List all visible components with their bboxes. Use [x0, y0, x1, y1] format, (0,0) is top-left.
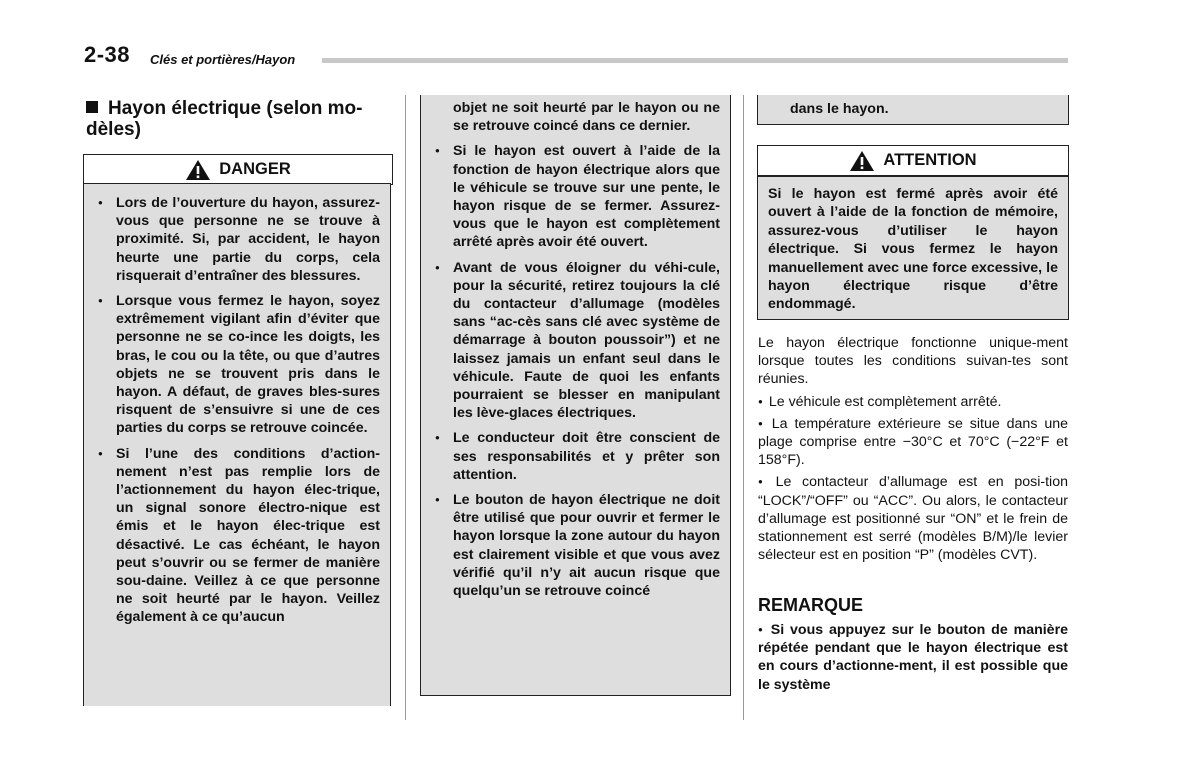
- column-divider: [743, 95, 744, 720]
- warning-triangle-icon: [849, 150, 875, 172]
- attention-text: Si le hayon est fermé après avoir été ouvert à l’aide de la fonction de mémoire, assurez-vous d’utiliser le hayon électrique. Si vous fermez le hayon manuellement avec une force excessive, le hayon électrique risque d’être endommagé.: [768, 186, 1058, 313]
- condition-item: ● Le véhicule est complètement arrêté.: [758, 393, 1002, 410]
- danger-item: ● Le bouton de hayon électrique ne doit être utilisé que pour ouvrir et fermer le hayon lorsque la zone autour du hayon est clairement visible et que vous avez vérifié qu’il n’y ait aucun risque que quelqu’un se retrouve coincé: [431, 491, 720, 600]
- danger-box-col1: [83, 183, 391, 706]
- danger-box-col3: [757, 95, 1069, 125]
- danger-item: ● Avant de vous éloigner du véhi-cule, pour la sécurité, retirez toujours la clé du contacteur d’allumage (modèles sans “ac-cès sans clé avec système de démarrage à bouton poussoir”) et ne laissez jamais un enfant seul dans le véhicule. Faute de quoi les enfants pourraient se blesser en manipulant les lève-glaces électriques.: [431, 259, 720, 423]
- danger-box-col2: [420, 95, 731, 696]
- condition-item: ● La température extérieure se situe dans une plage comprise entre −30°C et 70°C (−22°F et 158°F).: [758, 415, 1068, 469]
- danger-item: ● Si l’une des conditions d’action-nement n’est pas remplie lors de l’actionnement du hayon élec-trique, un signal sonore électro-nique est émis et le hayon élec-trique est désactivé. Le cas échéant, le hayon peut s’ouvrir ou se fermer de manière sou-daine. Veillez à ce que personne ne soit heurté par le hayon. Veillez également à ce qu’aucun: [94, 445, 380, 627]
- bullet-icon: ●: [758, 477, 770, 487]
- danger-item: ● Lors de l’ouverture du hayon, assurez-vous que personne ne se trouve à proximité. Si, par accident, le hayon heurte une partie du corps, cela risquerait d’entraîner des blessures.: [94, 194, 380, 285]
- section-header: Clés et portières/Hayon: [150, 52, 296, 67]
- body-intro: Le hayon électrique fonctionne unique-ment lorsque toutes les conditions suivan-tes sont réunies.: [758, 335, 1068, 388]
- attention-header: [757, 145, 1069, 176]
- warning-triangle-icon: [185, 159, 211, 181]
- condition-item: ● Le contacteur d’allumage est en posi-tion “LOCK”/“OFF” ou “ACC”. Ou alors, le contacteur d’allumage est positionné sur “ON” et le frein de stationnement est serré (modèles B/M)/le levier sélecteur est en position “P” (modèles CVT).: [758, 474, 1068, 564]
- square-bullet-icon: [86, 101, 98, 113]
- remarque-title: REMARQUE: [758, 595, 864, 615]
- danger-label: DANGER: [219, 160, 291, 178]
- danger-item: ● Si le hayon est ouvert à l’aide de la fonction de hayon électrique alors que le véhicule se trouve sur une pente, le hayon risque de se fermer. Assurez-vous que le hayon est complètement arrêté après avoir été ouvert.: [431, 142, 720, 251]
- body-text: [758, 334, 1068, 568]
- attention-box: [757, 176, 1069, 320]
- danger-item: ● Lorsque vous fermez le hayon, soyez extrêmement vigilant afin d’éviter que personne ne se co-ince les doigts, les bras, le cou ou la tête, ou que d’autres objets ne se trouvent pris dans le hayon. A défaut, de graves bles-sures risquent de s’ensuivre si une de ces parties du corps se retrouve coincée.: [94, 292, 380, 438]
- danger-continuation: objet ne soit heurté par le hayon ou ne se retrouve coincé dans ce dernier.: [453, 100, 720, 135]
- bullet-icon: ●: [758, 418, 766, 428]
- danger-item: ● Le conducteur doit être conscient de ses responsabilités et y prêter son attention.: [431, 429, 720, 484]
- danger-header: [83, 154, 393, 185]
- bullet-icon: ●: [758, 396, 763, 406]
- danger-continuation: dans le hayon.: [790, 101, 889, 117]
- header-rule: [322, 58, 1068, 63]
- bullet-icon: ●: [758, 625, 765, 634]
- attention-label: ATTENTION: [883, 151, 977, 169]
- column-divider: [405, 95, 406, 720]
- page-number: 2-38: [84, 42, 131, 67]
- section-title: [86, 98, 386, 140]
- section-title-text: Hayon électrique (selon mo-dèles): [86, 98, 363, 140]
- remarque-text: ● Si vous appuyez sur le bouton de manière répétée pendant que le hayon électrique est en cours d’actionne-ment, il est possible que le système: [758, 622, 1068, 693]
